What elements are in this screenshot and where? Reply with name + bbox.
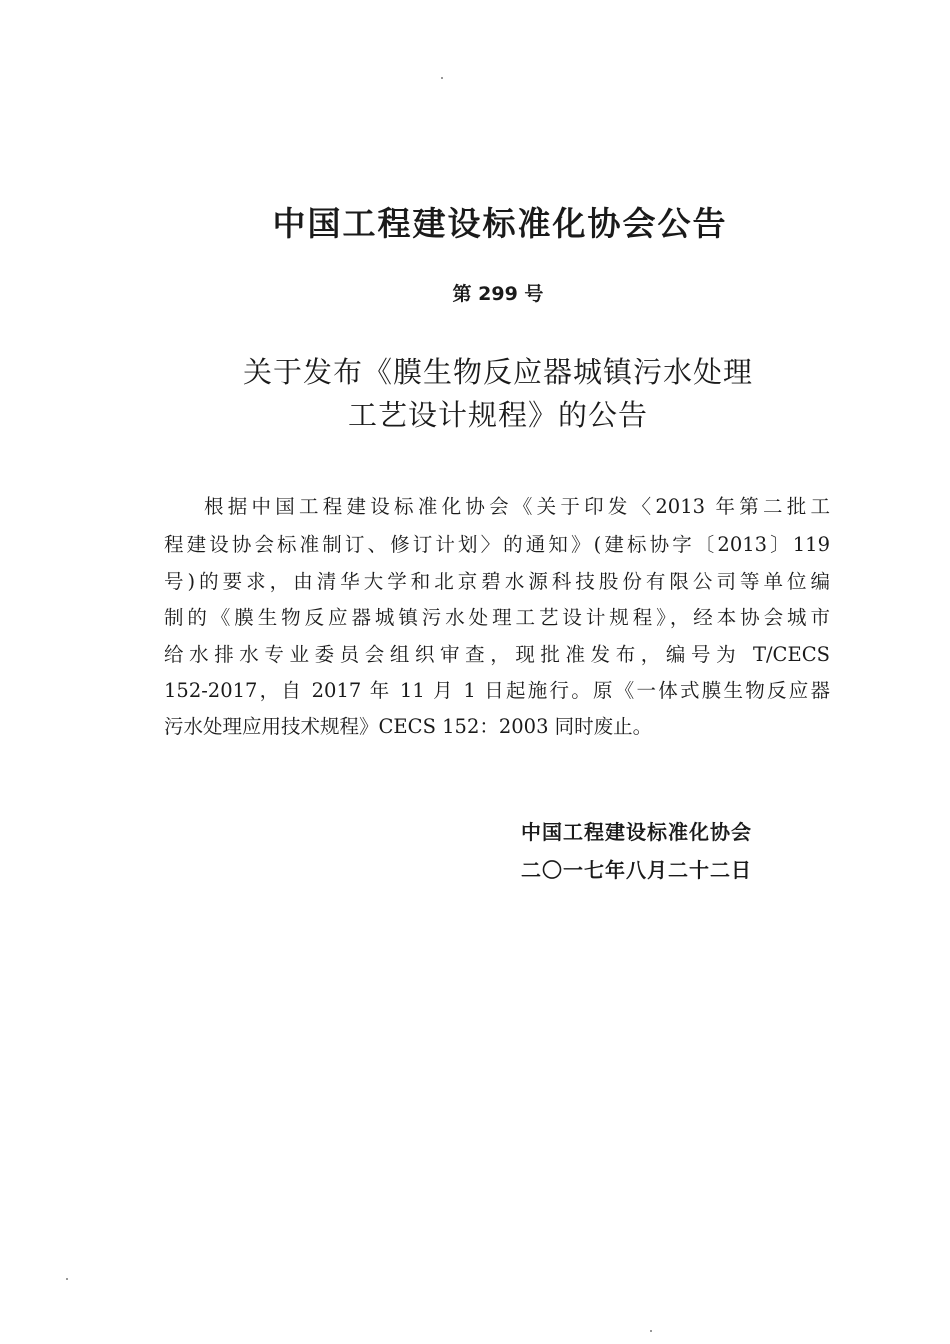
- body-line: 制的《膜生物反应器城镇污水处理工艺设计规程》，经本协会城市: [164, 606, 830, 629]
- subject-line-1: 关于发布《膜生物反应器城镇污水处理: [242, 355, 753, 389]
- subject-line-2: 工艺设计规程》的公告: [347, 398, 648, 432]
- body-line: 152-2017，自 2017 年 11 月 1 日起施行。原《一体式膜生物反应器: [164, 679, 830, 702]
- body-line: 污水处理应用技术规程》CECS 152：2003 同时废止。: [164, 715, 653, 738]
- signature-date: 二〇一七年八月二十二日: [521, 858, 752, 882]
- body-line: 给水排水专业委员会组织审查，现批准发布，编号为 T/CECS: [164, 643, 830, 666]
- scan-speck: [650, 1330, 652, 1332]
- body-line: 程建设协会标准制订、修订计划〉的通知》(建标协字〔2013〕119: [164, 533, 830, 556]
- signature-organization: 中国工程建设标准化协会: [521, 820, 752, 844]
- scan-speck: [66, 1278, 68, 1280]
- scan-speck: [441, 77, 443, 79]
- org-title: 中国工程建设标准化协会公告: [272, 204, 728, 243]
- body-line: 根据中国工程建设标准化协会《关于印发〈2013 年第二批工: [204, 495, 830, 518]
- body-line: 号)的要求，由清华大学和北京碧水源科技股份有限公司等单位编: [164, 570, 830, 593]
- announcement-number: 第 299 号: [452, 283, 544, 305]
